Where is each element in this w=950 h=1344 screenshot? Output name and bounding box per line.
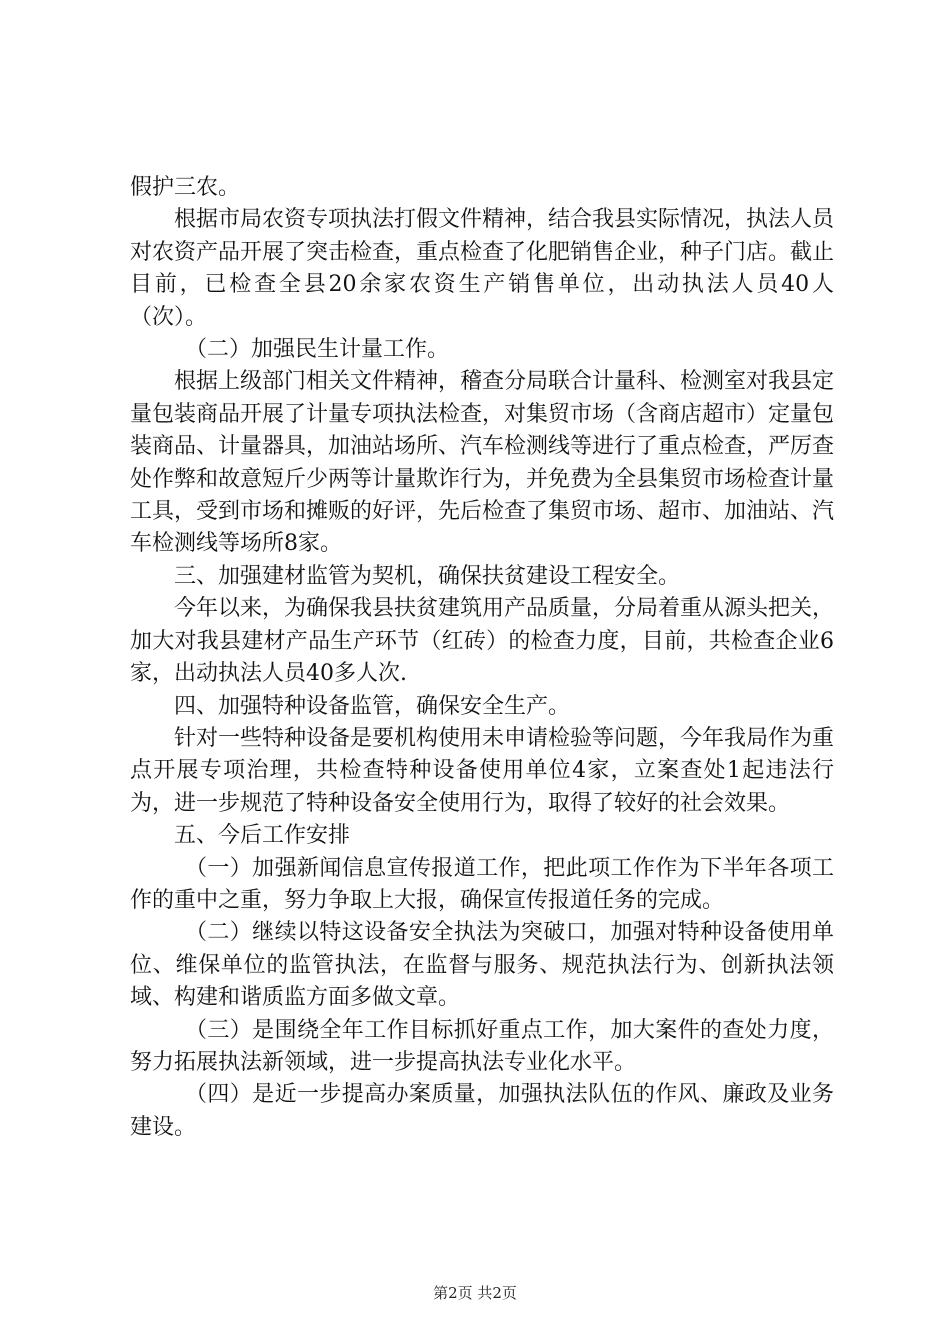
plan-item-1: （一）加强新闻信息宣传报道工作，把此项工作作为下半年各项工作的重中之重，努力争取上大报，确保宣传报道任务的完成。	[130, 855, 834, 913]
heading-special-equipment: 四、加强特种设备监管，确保安全生产。	[174, 693, 571, 719]
plan-item-3: （三）是围绕全年工作目标抓好重点工作，加大案件的查处力度，努力拓展执法新领域，进一步提高执法专业化水平。	[130, 1017, 834, 1075]
paragraph-special-equipment: 针对一些特种设备是要机构使用未申请检验等问题，今年我局作为重点开展专项治理，共检查特种设备使用单位4家，立案查处1起违法行为，进一步规范了特种设备安全使用行为，取得了较好的社会效果。	[130, 725, 835, 816]
heading-future-plans: 五、今后工作安排	[174, 823, 351, 849]
paragraph-metrology: 根据上级部门相关文件精神，稽查分局联合计量科、检测室对我县定量包装商品开展了计量专项执法检查，对集贸市场（含商店超市）定量包装商品、计量器具，加油站场所、汽车检测线等进行了重点检查，严厉查处作弊和故意短斤少两等计量欺诈行为，并免费为全县集贸市场检查计量工具，受到市场和摊贩的好评，先后检查了集贸市场、超市、加油站、汽车检测线等场所8家。	[130, 369, 835, 557]
paragraph-building-materials: 今年以来，为确保我县扶贫建筑用产品质量，分局着重从源头把关，加大对我县建材产品生产环节（红砖）的检查力度，目前，共检查企业6家，出动执法人员40多人次.	[130, 596, 835, 687]
paragraph-continuation: 假护三农。	[130, 175, 241, 200]
document-body	[130, 172, 834, 1144]
paragraph-agri-inspection: 根据市局农资专项执法打假文件精神，结合我县实际情况，执法人员对农资产品开展了突击检查，重点检查了化肥销售企业，种子门店。截止目前，已检查全县20余家农资生产销售单位，出动执法人员40人（次）。	[130, 207, 835, 330]
heading-building-materials: 三、加强建材监管为契机，确保扶贫建设工程安全。	[174, 563, 681, 589]
plan-item-4: （四）是近一步提高办案质量，加强执法队伍的作风、廉政及业务建设。	[130, 1082, 834, 1140]
page-footer: 第2页 共2页	[433, 1284, 517, 1302]
plan-item-2: （二）继续以特这设备安全执法为突破口，加强对特种设备使用单位、维保单位的监管执法，在监督与服务、规范执法行为、创新执法领域、构建和谐质监方面多做文章。	[130, 920, 834, 1011]
subheading-metrology: （二）加强民生计量工作。	[185, 337, 450, 363]
